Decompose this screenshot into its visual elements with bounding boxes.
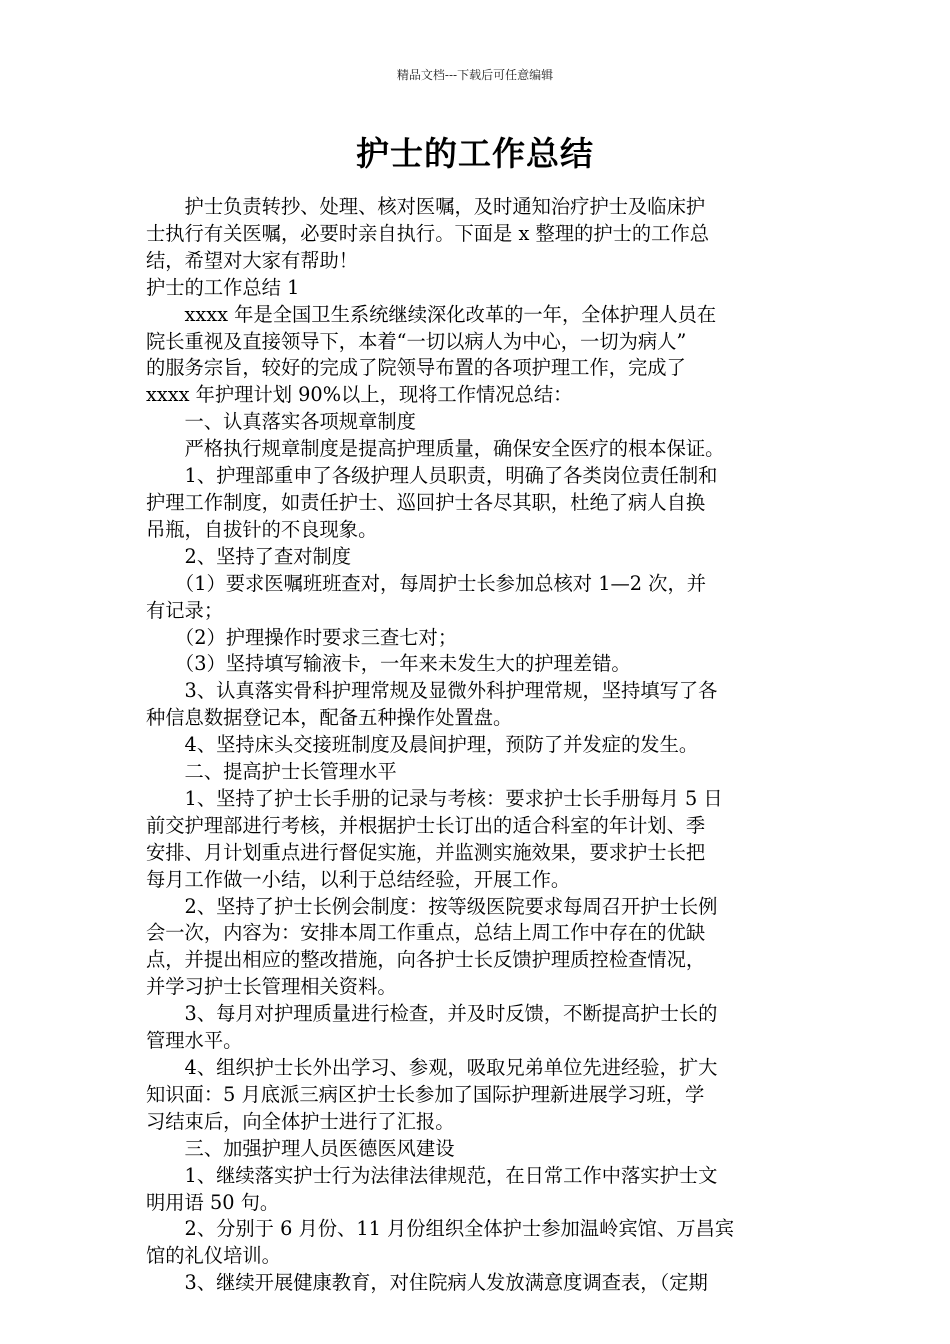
body-line: 知识面：5 月底派三病区护士长参加了国际护理新进展学习班，学 [146, 1082, 705, 1106]
body-line: 会一次，内容为：安排本周工作重点，总结上周工作中存在的优缺 [146, 921, 706, 945]
body-line: （2）护理操作时要求三查七对； [146, 625, 458, 649]
body-line: 2、坚持了查对制度 [146, 544, 352, 568]
body-line: 前交护理部进行考核，并根据护士长订出的适合科室的年计划、季 [146, 813, 706, 837]
body-line: 护士负责转抄、处理、核对医嘱，及时通知治疗护士及临床护 [146, 195, 706, 218]
body-line: 3、继续开展健康教育，对住院病人发放满意度调查表，（定期 [146, 1271, 708, 1295]
body-line: 安排、月计划重点进行督促实施，并监测实施效果，要求护士长把 [146, 840, 706, 864]
body-line: 的服务宗旨，较好的完成了院领导布置的各项护理工作，完成了 [146, 356, 686, 380]
body-line: xxxx 年护理计划 90%以上，现将工作情况总结： [146, 383, 573, 407]
body-line: 结，希望对大家有帮助！ [146, 248, 359, 272]
body-line: 严格执行规章制度是提高护理质量，确保安全医疗的根本保证。 [146, 437, 725, 461]
body-line: 4、坚持床头交接班制度及晨间护理，预防了并发症的发生。 [146, 733, 699, 757]
body-line: 2、分别于 6 月份、11 月份组织全体护士参加温岭宾馆、万昌宾 [146, 1217, 735, 1241]
body-line: 吊瓶，自拔针的不良现象。 [146, 517, 378, 541]
body-line: 1、继续落实护士行为法律法律规范，在日常工作中落实护士文 [146, 1163, 718, 1187]
body-line: 三、加强护理人员医德医风建设 [146, 1136, 455, 1160]
body-line: 3、每月对护理质量进行检查，并及时反馈，不断提高护士长的 [146, 1002, 718, 1026]
body-line: 习结束后，向全体护士进行了汇报。 [146, 1109, 455, 1133]
body-line: 院长重视及直接领导下，本着“一切以病人为中心，一切为病人” [146, 329, 687, 353]
body-line: 一、认真落实各项规章制度 [146, 410, 416, 434]
body-line: 士执行有关医嘱，必要时亲自执行。下面是 x 整理的护士的工作总 [146, 221, 710, 245]
body-line: 1、护理部重申了各级护理人员职责，明确了各类岗位责任制和 [146, 464, 718, 488]
body-line: （3）坚持填写输液卡，一年来未发生大的护理差错。 [146, 652, 631, 676]
body-line: 护理工作制度，如责任护士、巡回护士各尽其职，杜绝了病人自换 [146, 490, 706, 514]
document-title: 护士的工作总结 [356, 134, 594, 173]
body-line: 明用语 50 句。 [146, 1190, 280, 1214]
body-line: 馆的礼仪培训。 [146, 1244, 281, 1268]
body-line: 点，并提出相应的整改措施，向各护士长反馈护理质控检查情况， [146, 948, 706, 972]
body-line: 护士的工作总结 1 [146, 275, 300, 299]
body-line: 管理水平。 [146, 1029, 243, 1053]
body-line: 有记录； [146, 598, 224, 622]
document-body [146, 194, 810, 1297]
body-line: 2、坚持了护士长例会制度：按等级医院要求每周召开护士长例 [146, 894, 718, 918]
body-line: 3、认真落实骨科护理常规及显微外科护理常规，坚持填写了各 [146, 679, 718, 703]
body-line: 每月工作做一小结，以利于总结经验，开展工作。 [146, 867, 571, 891]
body-line: 并学习护士长管理相关资料。 [146, 975, 397, 999]
body-line: xxxx 年是全国卫生系统继续深化改革的一年，全体护理人员在 [146, 302, 717, 326]
header-note: 精品文档---下载后可任意编辑 [396, 68, 554, 82]
body-line: 4、组织护士长外出学习、参观，吸取兄弟单位先进经验，扩大 [146, 1056, 718, 1079]
body-line: （1）要求医嘱班班查对，每周护士长参加总核对 1—2 次，并 [146, 571, 707, 595]
body-line: 种信息数据登记本，配备五种操作处置盘。 [146, 706, 513, 730]
body-line: 1、坚持了护士长手册的记录与考核：要求护士长手册每月 5 日 [146, 786, 723, 810]
body-line: 二、提高护士长管理水平 [146, 760, 397, 784]
